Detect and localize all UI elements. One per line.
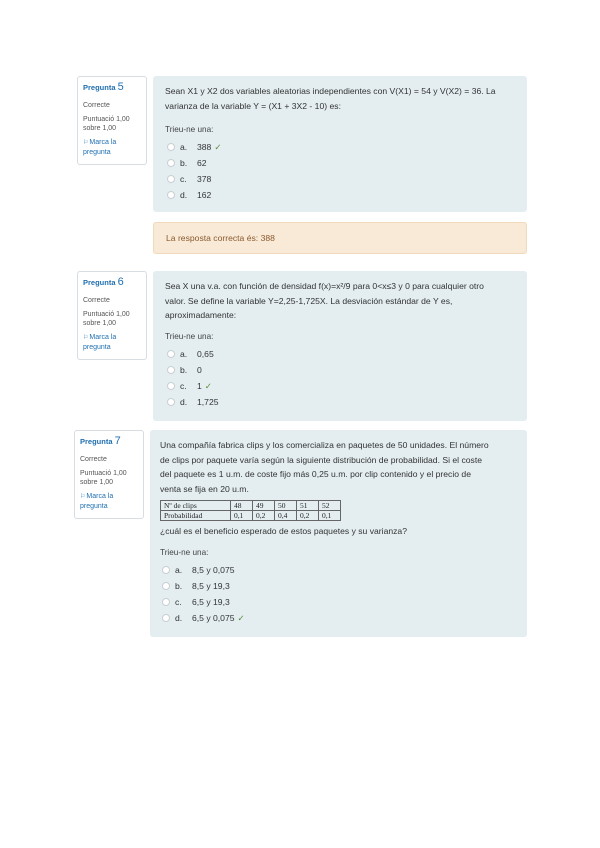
option-text: 6,5 y 0,075 [192,612,235,623]
question-heading [83,276,141,288]
radio-icon[interactable] [167,350,175,358]
option-text: 8,5 y 19,3 [192,580,230,591]
answer-option-b[interactable] [160,578,517,594]
option-letter: d. [180,190,188,200]
table-row [161,511,341,521]
flag-question-link[interactable] [83,333,141,352]
question-heading [80,435,138,447]
table-cell: 0,2 [253,511,275,521]
table-row-label: Probabilidad [161,511,231,521]
radio-icon[interactable] [162,582,170,590]
answer-option-c[interactable] [160,594,517,610]
flag-icon: ⚐ [80,494,86,500]
question-score: Puntuació 1,00 sobre 1,00 [83,311,130,327]
answer-option-c[interactable] [165,171,517,187]
correct-answer-feedback [153,222,527,254]
option-text: 62 [197,158,207,168]
table-cell: 0,4 [275,511,297,521]
flag-question-link[interactable] [83,138,141,157]
question-info-7 [74,430,144,519]
option-letter: b. [180,158,188,168]
question-number: 6 [117,276,124,288]
answer-option-d[interactable] [165,187,517,203]
option-text: 162 [197,190,212,200]
question-number: 5 [117,81,124,93]
answer-option-c[interactable] [165,378,517,394]
question-label: Pregunta [83,83,116,92]
radio-icon[interactable] [167,143,175,151]
check-icon: ✓ [237,612,245,623]
question-status: Correcte [83,102,110,109]
option-text: 1,725 [197,396,219,407]
radio-icon[interactable] [167,366,175,374]
question-status: Correcte [80,456,107,463]
question-prompt: ¿cuál es el beneficio esperado de estos paquetes y su varianza? [160,526,407,536]
radio-icon[interactable] [162,566,170,574]
choose-label: Trieu-ne una: [165,125,214,134]
question-info-6 [77,271,147,360]
answer-option-b[interactable] [165,155,517,171]
question-text-line: de clips por paquete varía según la siguiente distribución de probabilidad. Si el coste [160,454,482,465]
radio-icon[interactable] [167,175,175,183]
question-content-5 [153,76,527,212]
answer-option-a[interactable] [160,562,517,578]
table-cell: 49 [253,501,275,511]
question-text-line: Una compañía fabrica clips y los comercializa en paquetes de 50 unidades. El número [160,440,489,450]
question-text [165,279,517,323]
question-text-line: varianza de la variable Y = (X1 + 3X2 - 10) es: [165,100,341,111]
table-cell: 50 [275,501,297,511]
question-text-line: Sea X una v.a. con función de densidad f(x)=x²/9 para 0<x≤3 y 0 para cualquier otro [165,281,484,291]
question-number: 7 [114,435,121,447]
choose-label: Trieu-ne una: [165,331,214,341]
answer-option-a[interactable] [165,346,517,362]
radio-icon[interactable] [167,191,175,199]
option-letter: a. [180,142,188,152]
option-letter: c. [175,596,182,607]
question-text [160,438,517,496]
option-letter: a. [175,564,183,575]
answer-option-d[interactable] [160,610,517,626]
table-cell: 51 [297,501,319,511]
flag-question-link[interactable] [80,492,138,511]
flag-label: Marca la pregunta [83,139,117,156]
flag-icon: ⚐ [83,140,89,146]
flag-label: Marca la pregunta [83,334,117,351]
option-text: 6,5 y 19,3 [192,596,230,607]
option-text: 8,5 y 0,075 [192,564,235,575]
answer-option-a[interactable] [165,139,517,155]
option-letter: c. [180,380,187,391]
radio-icon[interactable] [162,598,170,606]
option-letter: a. [180,348,188,359]
radio-icon[interactable] [162,614,170,622]
table-cell: 48 [231,501,253,511]
question-score: Puntuació 1,00 sobre 1,00 [83,116,130,132]
radio-icon[interactable] [167,159,175,167]
question-text-line: aproximadamente: [165,310,237,320]
question-text-line: valor. Se define la variable Y=2,25-1,725X. La desviación estándar de Y es, [165,295,453,306]
option-text: 388 [197,142,212,152]
question-text-line: del paquete es 1 u.m. de coste fijo más 0,25 u.m. por clip contenido y el precio de [160,469,471,479]
option-text: 378 [197,174,212,184]
question-score: Puntuació 1,00 sobre 1,00 [80,470,127,486]
question-info-5 [77,76,147,165]
table-cell: 0,1 [319,511,341,521]
option-letter: b. [180,364,188,375]
question-text-line: Sean X1 y X2 dos variables aleatorias independientes con V(X1) = 54 y V(X2) = 36. La [165,86,496,96]
flag-label: Marca la pregunta [80,493,114,510]
option-text: 1 [197,380,202,391]
question-content-6 [153,271,527,421]
table-row [161,501,341,511]
table-row-label: Nº de clips [161,501,231,511]
table-cell: 0,2 [297,511,319,521]
option-text: 0 [197,364,202,375]
question-status: Correcte [83,297,110,304]
probability-table [160,500,341,521]
question-text [165,84,517,113]
choose-label: Trieu-ne una: [160,547,209,557]
option-letter: b. [175,580,183,591]
table-cell: 0,1 [231,511,253,521]
answer-option-d[interactable] [165,394,517,410]
question-label: Pregunta [80,437,113,446]
feedback-text: La resposta correcta és: 388 [166,233,275,243]
option-letter: c. [180,174,187,184]
radio-icon[interactable] [167,398,175,406]
check-icon: ✓ [204,380,212,391]
radio-icon[interactable] [167,382,175,390]
answer-option-b[interactable] [165,362,517,378]
flag-icon: ⚐ [83,335,89,341]
option-letter: d. [175,612,183,623]
question-content-7 [150,430,527,637]
question-text-line: venta se fija en 20 u.m. [160,483,249,494]
table-cell: 52 [319,501,341,511]
option-text: 0,65 [197,348,214,359]
question-label: Pregunta [83,278,116,287]
check-icon: ✓ [214,142,222,152]
option-letter: d. [180,396,188,407]
question-heading [83,81,141,93]
